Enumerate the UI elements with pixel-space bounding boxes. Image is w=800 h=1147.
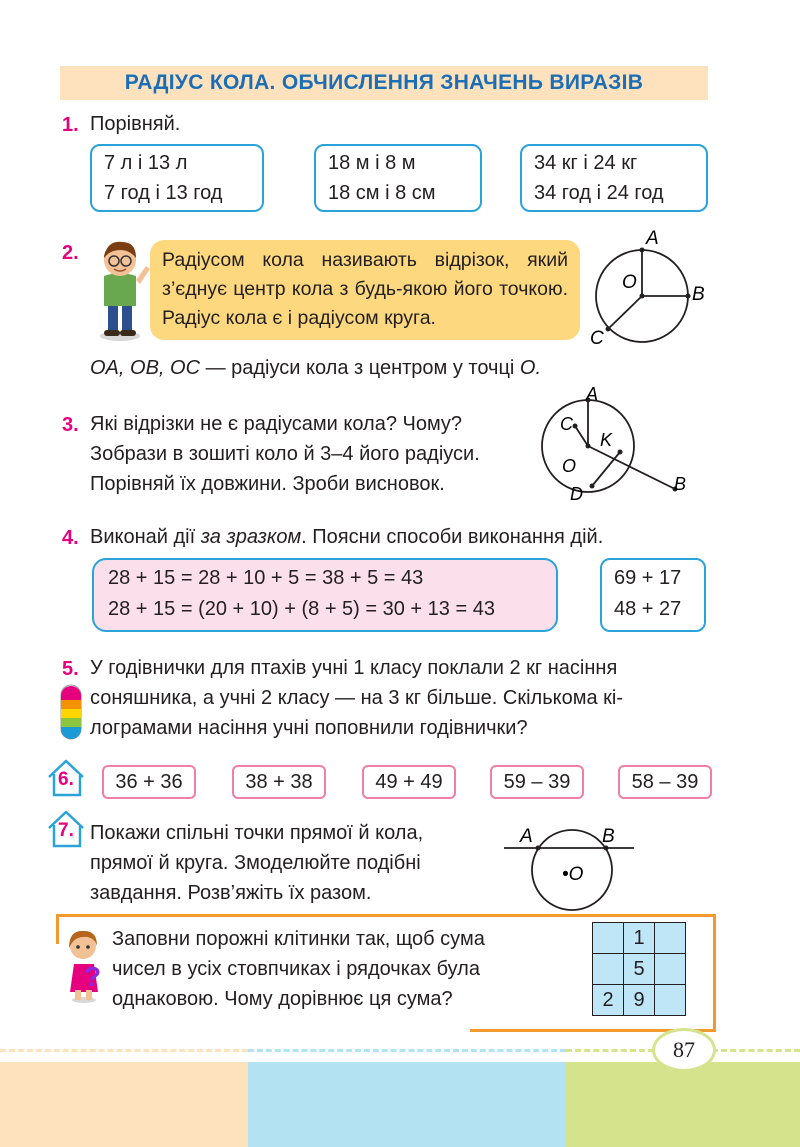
point-label-k: K (600, 430, 613, 450)
line-circle-diagram (500, 818, 640, 914)
task3-text (90, 409, 480, 499)
task3-number: 3. (62, 414, 79, 436)
point-label-b: B (674, 474, 687, 494)
boy-teacher-icon (90, 236, 150, 344)
example-line: 28 + 15 = (20 + 10) + (8 + 5) = 30 + 13 = 43 (108, 598, 495, 620)
task3-line: Зобрази в зошиті коло й 3–4 його радіуси. (90, 443, 480, 465)
circle-segments-diagram (530, 386, 700, 506)
point-label-d: D (570, 484, 583, 504)
compare-line: 34 год і 24 год (534, 182, 664, 204)
compare-line: 7 л і 13 л (104, 152, 188, 174)
footer-band-orange (0, 1062, 248, 1147)
difficulty-levels-icon (60, 684, 82, 740)
point-label-c: C (590, 328, 604, 349)
task5-line: лограмами насіння учні поповнили годівнички? (90, 717, 528, 739)
task1-text: Порівняй. (90, 113, 181, 135)
example-box (92, 558, 558, 632)
compare-line: 7 год і 13 год (104, 182, 223, 204)
compare-box-2 (314, 144, 482, 212)
task3-line: Порівняй їх довжини. Зроби висновок. (90, 473, 445, 495)
puzzle-right-border (713, 914, 716, 1032)
puzzle-line: чисел в усіх стовпчиках і рядочках була (112, 958, 480, 980)
expression-box: 38 + 38 (232, 765, 326, 799)
svg-text:?: ? (84, 961, 102, 992)
task5-text (90, 653, 623, 743)
task3-line: Які відрізки не є радіусами кола? Чому? (90, 413, 463, 435)
page-number: 87 (673, 1037, 695, 1062)
task4-number: 4. (62, 527, 79, 549)
task2-number: 2. (62, 242, 79, 264)
puzzle-left-border (56, 914, 59, 944)
compare-box-3 (520, 144, 708, 212)
magic-square-grid (592, 922, 686, 1016)
compare-line: 34 кг і 24 кг (534, 152, 638, 174)
exercise-line: 48 + 27 (614, 598, 682, 620)
grid-cell[interactable] (593, 923, 624, 954)
radius-definition: Радіусом кола називають відрізок, який з’єднує центр кола з будь-якою його точкою. Радіус кола є і радіусом круга. (150, 240, 580, 340)
puzzle-line: однаковою. Чому дорівнює ця сума? (112, 988, 453, 1010)
task7-number: 7. (58, 820, 74, 841)
footer-dash-blue (248, 1049, 566, 1052)
point-label-o: O (562, 456, 577, 476)
grid-cell[interactable] (655, 923, 686, 954)
task5-number: 5. (62, 658, 79, 680)
grid-cell: 5 (624, 954, 655, 985)
radii-caption (90, 353, 541, 383)
exercise-line: 69 + 17 (614, 567, 682, 589)
task4-text-italic: за зразком (200, 526, 302, 548)
task7-text (90, 818, 423, 908)
task1-number: 1. (62, 114, 79, 136)
puzzle-line: Заповни порожні клітинки так, щоб сума (112, 928, 485, 950)
point-label-b: B (602, 826, 615, 847)
point-label-c: C (560, 414, 573, 434)
girl-question-icon (62, 922, 104, 1004)
point-label-a: A (646, 228, 659, 249)
point-label-o: •O (562, 864, 584, 885)
exercise-box (600, 558, 706, 632)
puzzle-top-border (56, 914, 716, 917)
task6-number: 6. (58, 769, 74, 790)
task4-text (90, 522, 603, 552)
expression-box: 49 + 49 (362, 765, 456, 799)
grid-cell[interactable] (593, 954, 624, 985)
example-line: 28 + 15 = 28 + 10 + 5 = 38 + 5 = 43 (108, 567, 424, 589)
circle-radii-diagram (582, 222, 712, 350)
task5-line: соняшника, а учні 2 класу — на 3 кг більше. Скількома кі- (90, 687, 623, 709)
task7-line: Покажи спільні точки прямої й кола, (90, 822, 424, 844)
expression-box: 58 – 39 (618, 765, 712, 799)
point-label-o: O (622, 272, 637, 293)
task5-line: У годівнички для птахів учні 1 класу поклали 2 кг насіння (90, 657, 618, 679)
grid-cell: 1 (624, 923, 655, 954)
footer-band-blue (248, 1062, 566, 1147)
grid-cell[interactable] (655, 954, 686, 985)
task7-line: прямої й круга. Змоделюйте подібні (90, 852, 421, 874)
footer-band-green (566, 1062, 800, 1147)
point-label-b: B (692, 284, 705, 305)
radii-caption-text: — радіуси кола з центром у точці (200, 357, 520, 379)
task4-text-after: . Поясни способи виконання дій. (301, 526, 604, 548)
puzzle-text (112, 924, 485, 1014)
task4-text-before: Виконай дії (90, 526, 201, 548)
point-label-a: A (586, 386, 599, 404)
point-label-a: A (520, 826, 533, 847)
grid-cell[interactable] (655, 985, 686, 1016)
page-title: РАДІУС КОЛА. ОБЧИСЛЕННЯ ЗНАЧЕНЬ ВИРАЗІВ (124, 71, 644, 94)
expression-box: 36 + 36 (102, 765, 196, 799)
grid-cell: 9 (624, 985, 655, 1016)
expression-box: 59 – 39 (490, 765, 584, 799)
footer-dash-orange (0, 1049, 248, 1052)
compare-box-1 (90, 144, 264, 212)
compare-line: 18 см і 8 см (328, 182, 436, 204)
radii-names: OA, OB, OC (90, 357, 201, 379)
radii-center: O. (519, 357, 542, 379)
grid-cell: 2 (593, 985, 624, 1016)
compare-line: 18 м і 8 м (328, 152, 416, 174)
task7-line: завдання. Розв’яжіть їх разом. (90, 882, 372, 904)
